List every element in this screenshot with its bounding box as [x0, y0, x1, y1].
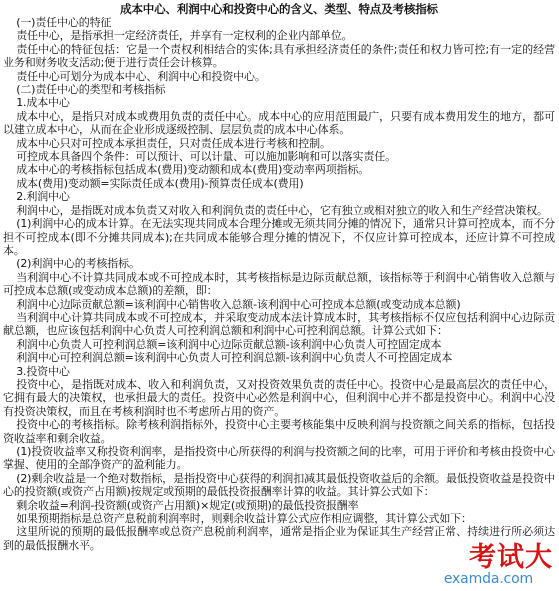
paragraph: 责任中心的特征包括：它是一个责权利相结合的实体;具有承担经济责任的条件;责任和权力皆可控;有一定的经营业务和财务收支活动;便于进行责任会计核算。	[3, 42, 555, 70]
paragraph: 可控成本具备四个条件：可以预计、可以计量、可以施加影响和可以落实责任。	[16, 150, 396, 164]
paragraph: 剩余收益=利润-投资额(或资产占用额)×规定(或预期)的最低投资报酬率	[16, 498, 359, 512]
paragraph: 成本中心只对可控成本承担责任，只对责任成本进行考核和控制。	[16, 136, 331, 150]
watermark-main-text: 考试大	[469, 542, 553, 573]
paragraph: (1)利润中心的成本计算。在无法实现共同成本合理分摊或无须共同分摊的情况下，通常只计算可控成本，而不分担不可控成本(即不分摊共同成本);在共同成本能够合理分摊的情况下，不仅应计算可控成本，还应计算不可控成本。	[3, 217, 555, 257]
paragraph: 投资中心，是指既对成本、收入和利润负责，又对投资效果负责的责任中心。投资中心是最高层次的责任中心，它拥有最大的决策权，也承担最大的责任。投资中心必然是利润中心，但利润中心并不都是投资中心。利润中心没有投资决策权，而且在考核利润时也不考虑所占用的资产。	[3, 377, 555, 418]
paragraph: 如果预期指标是总资产息税前利润率时，则剩余收益计算公式应作相应调整，其计算公式如下：	[16, 512, 472, 526]
paragraph: 2.利润中心	[16, 190, 70, 204]
paragraph: (2)利润中心的考核指标。	[16, 257, 140, 271]
paragraph: 3.投资中心	[16, 364, 70, 378]
paragraph: 这里所说的预期的最低报酬率或总资产息税前利润率，通常是指企业为保证其生产经营正常、持续进行所必须达到的最低报酬水平。	[3, 525, 555, 552]
document-title: 成本中心、利润中心和投资中心的含义、类型、特点及考核指标	[120, 2, 438, 16]
paragraph: 责任中心可划分为成本中心、利润中心和投资中心。	[16, 69, 266, 83]
watermark-logo	[437, 543, 555, 589]
paragraph: (二)责任中心的类型和考核指标	[16, 83, 166, 97]
paragraph: 利润中心边际贡献总额=该利润中心销售收入总额-该利润中心可控成本总额(或变动成本总额)	[16, 297, 461, 311]
paragraph: 利润中心，是指既对成本负责又对收入和利润负责的责任中心，它有独立或相对独立的收入和生产经营决策权。	[16, 203, 548, 217]
paragraph: 投资中心的考核指标。除考核利润指标外，投资中心主要考核能集中反映利润与投资额之间关系的指标，包括投资收益率和剩余收益。	[3, 418, 555, 445]
paragraph: 责任中心，是指承担一定经济责任，并享有一定权利的企业内部单位。	[16, 29, 353, 43]
paragraph: 成本中心，是指只对成本或费用负责的责任中心。成本中心的应用范围最广，只要有成本费用发生的地方，都可以建立成本中心，从而在企业形成逐级控制、层层负责的成本中心体系。	[3, 109, 555, 137]
paragraph: 利润中心可控利润总额=该利润中心负责人可控利润总额-该利润中心负责人不可控固定成本	[16, 351, 453, 365]
paragraph: 利润中心负责人可控利润总额=该利润中心边际贡献总额-该利润中心负责人可控固定成本	[16, 337, 442, 351]
paragraph: 成本中心的考核指标包括成本(费用)变动额和成本(费用)变动率两项指标。	[16, 163, 370, 177]
watermark-sub-text: examda.com	[443, 571, 533, 587]
paragraph: 1.成本中心	[16, 96, 70, 110]
paragraph: (1)投资收益率又称投资利润率，是指投资中心所获得的利润与投资额之间的比率，可用于评价和考核由投资中心掌握、使用的全部净资产的盈利能力。	[3, 445, 555, 472]
paragraph: 成本(费用)变动额=实际责任成本(费用)-预算责任成本(费用)	[16, 176, 304, 190]
paragraph: 当利润中心不计算共同成本或不可控成本时，其考核指标是边际贡献总额，该指标等于利润中心销售收入总额与可控成本总额(或变动成本总额)的差额，即：	[3, 270, 555, 298]
paragraph: 当利润中心计算共同成本或不可控成本，并采取变动成本法计算成本时，其考核指标不仅应包括利润中心边际贡献总额，也应该包括利润中心负责人可控利润总额和利润中心可控利润总额。计算公式如下：	[3, 310, 555, 338]
paragraph: (一)责任中心的特征	[16, 16, 112, 29]
paragraph: (2)剩余收益是一个绝对数指标，是指投资中心获得的利润扣减其最低投资收益后的余额。最低投资收益是投资中心的投资额(或资产占用额)按规定或预期的最低投资报酬率计算的收益。其计算公式如下：	[3, 471, 555, 499]
document-body	[3, 16, 555, 552]
